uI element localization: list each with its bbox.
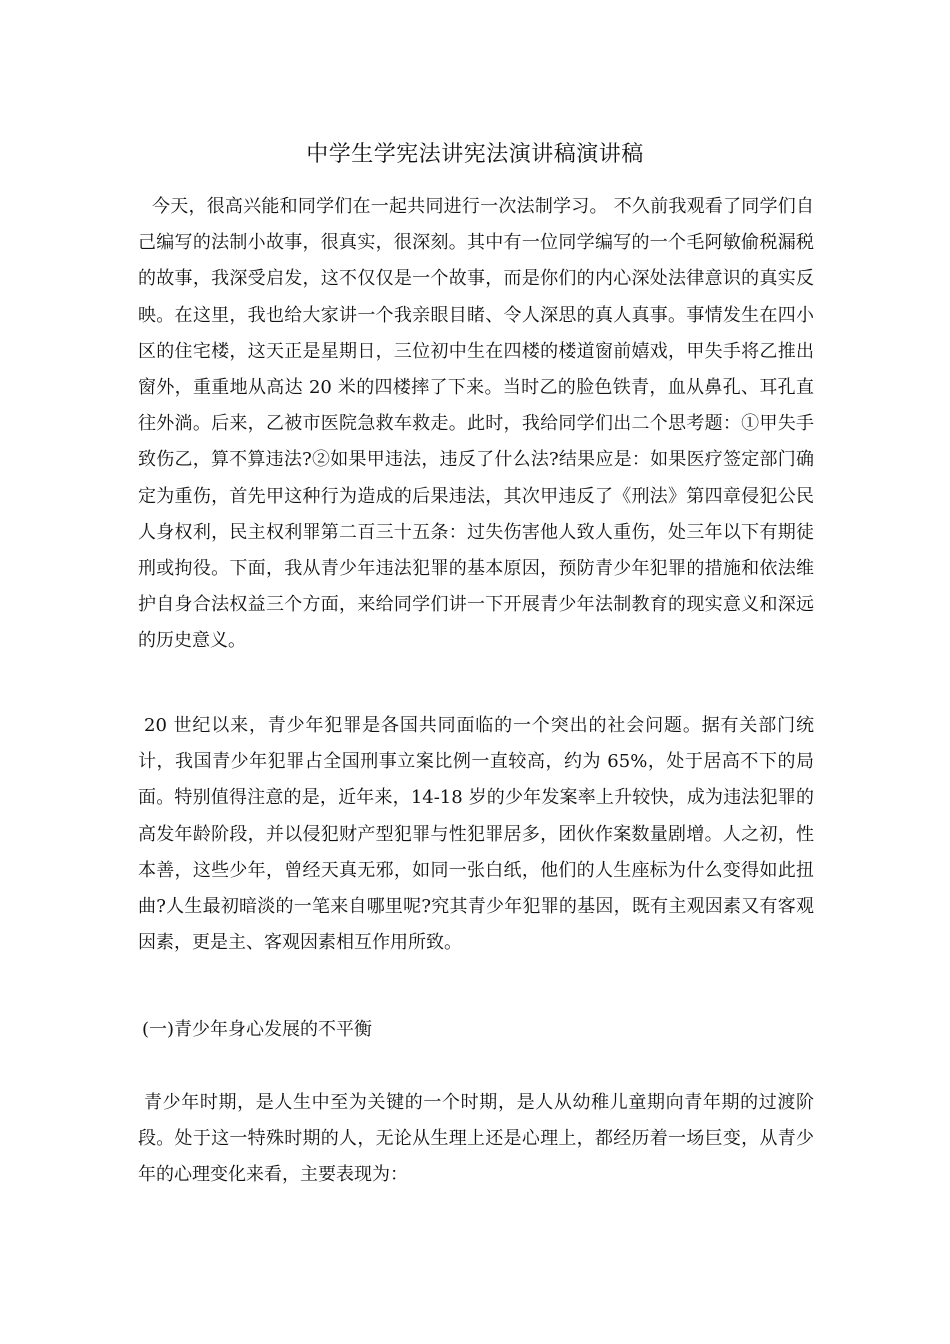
paragraph-intro: 今天，很高兴能和同学们在一起共同进行一次法制学习。 不久前我观看了同学们自己编写的法制小故事，很真实，很深刻。其中有一位同学编写的一个毛阿敏偷税漏税的故事，我深受启发，这不仅仅是一个故事，而是你们的内心深处法律意识的真实反映。在这里，我也给大家讲一个我亲眼目睹、令人深思的真人真事。事情发生在四小区的住宅楼，这天正是星期日，三位初中生在四楼的楼道窗前嬉戏，甲失手将乙推出窗外，重重地从高达 20 米的四楼摔了下来。当时乙的脸色铁青，血从鼻孔、耳孔直往外淌。后来，乙被市医院急救车救走。此时，我给同学们出二个思考题：①甲失手致伤乙，算不算违法?②如果甲违法，违反了什么法?结果应是：如果医疗签定部门确定为重伤，首先甲这种行为造成的后果违法，其次甲违反了《刑法》第四章侵犯公民人身权利，民主权利罪第二百三十五条：过失伤害他人致人重伤，处三年以下有期徒刑或拘役。下面，我从青少年违法犯罪的基本原因，预防青少年犯罪的措施和依法维护自身合法权益三个方面，来给同学们讲一下开展青少年法制教育的现实意义和深远的历史意义。 [138, 196, 814, 652]
paragraph-statistics: 20 世纪以来，青少年犯罪是各国共同面临的一个突出的社会问题。据有关部门统计，我国青少年犯罪占全国刑事立案比例一直较高，约为 65%，处于居高不下的局面。特别值得注意的是，近年来，14-18 岁的少年发案率上升较快，成为违法犯罪的高发年龄阶段，并以侵犯财产型犯罪与性犯罪居多，团伙作案数量剧增。人之初，性本善，这些少年，曾经天真无邪，如同一张白纸，他们的人生座标为什么变得如此扭曲?人生最初暗淡的一笔来自哪里呢?究其青少年犯罪的基因，既有主观因素又有客观因素，更是主、客观因素相互作用所致。 [138, 715, 814, 954]
paragraph-youth-period: 青少年时期，是人生中至为关键的一个时期，是人从幼稚儿童期向青年期的过渡阶段。处于这一特殊时期的人，无论从生理上还是心理上，都经历着一场巨变，从青少年的心理变化来看，主要表现为： [138, 1092, 814, 1186]
section-heading: (一)青少年身心发展的不平衡 [142, 1019, 373, 1040]
document-title: 中学生学宪法讲宪法演讲稿演讲稿 [306, 142, 644, 167]
